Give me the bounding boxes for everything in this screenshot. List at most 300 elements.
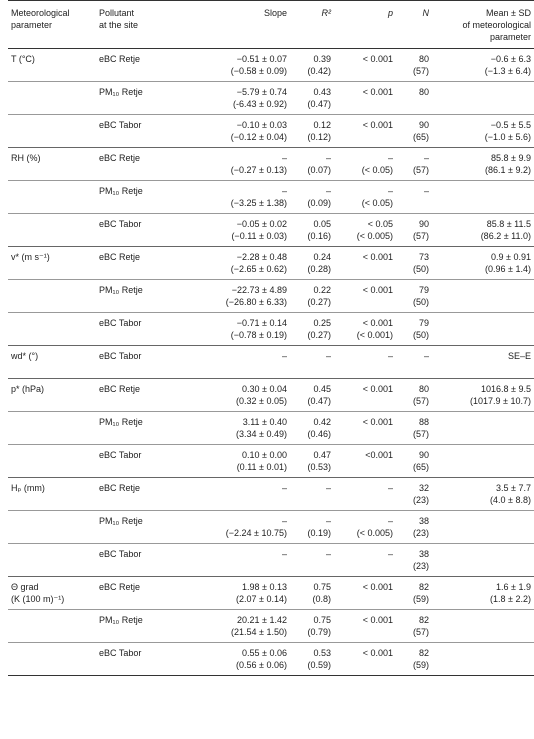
slope-cell-line: – [281,549,287,559]
p-cell-line: (< 0.005) [356,231,393,241]
pollutant-cell [96,115,180,148]
slope-cell-line: 20.21 ± 1.42 [237,615,287,625]
table-row [8,247,534,280]
mean-cell-line [435,284,531,296]
param-cell [8,148,96,181]
slope-cell-line: 3.11 ± 0.40 [242,417,287,427]
pollutant-cell-text: PM₁₀ Retje [99,87,143,97]
p-cell [334,313,396,346]
p-cell-line [337,428,393,440]
r2-cell-line [293,362,331,374]
mean-cell [432,445,534,478]
header-mean-line-2: of meteorological [462,20,531,30]
slope-cell [180,577,290,610]
p-cell [334,82,396,115]
param-cell [8,577,96,610]
mean-cell-line [435,548,531,560]
r2-cell [290,280,334,313]
r2-cell-line: 0.39 [313,54,331,64]
r2-cell [290,478,334,511]
mean-cell-line: −0.6 ± 6.3 [490,54,531,64]
mean-cell [432,412,534,445]
param-cell [8,346,96,379]
pollutant-cell-text: eBC Tabor [99,351,142,361]
r2-cell-line: (0.47) [307,396,331,406]
pollutant-cell [96,82,180,115]
slope-cell-line: 1.98 ± 0.13 [242,582,287,592]
r2-cell-line: – [325,549,331,559]
n-cell [396,478,432,511]
n-cell-line: (23) [412,495,429,505]
slope-cell-line: (−2.24 ± 10.75) [225,528,287,538]
mean-cell-line: 85.8 ± 9.9 [491,153,531,163]
n-cell-line: (57) [412,66,429,76]
p-cell-line: < 0.001 [362,87,393,97]
r2-cell-line: 0.42 [313,417,331,427]
pollutant-cell-text: PM₁₀ Retje [99,285,143,295]
p-cell-line: – [387,483,393,493]
mean-cell-line: (86.1 ± 9.2) [485,165,531,175]
n-cell [396,610,432,643]
r2-cell [290,577,334,610]
p-cell [334,478,396,511]
r2-cell-line: 0.45 [313,384,331,394]
n-cell-line: 90 [418,120,429,130]
r2-cell-line: – [325,483,331,493]
n-cell-line: (59) [412,594,429,604]
pollutant-cell-text: PM₁₀ Retje [99,615,143,625]
mean-cell [432,478,534,511]
slope-cell-line: (0.11 ± 0.01) [236,462,287,472]
slope-cell-line: – [281,483,287,493]
table-header-row [8,1,534,49]
n-cell-line: (50) [412,330,429,340]
r2-cell-line: 0.24 [313,252,331,262]
r2-cell-line: – [325,186,331,196]
mean-cell-line: (0.96 ± 1.4) [485,264,531,274]
n-cell-line: (65) [412,462,429,472]
p-cell-line: (< 0.05) [361,165,393,175]
param-cell-unit: (K (100 m)⁻¹) [11,594,65,604]
pollutant-cell [96,346,180,379]
r2-cell [290,49,334,82]
slope-cell-line: (−0.78 ± 0.19) [230,330,287,340]
slope-cell [180,148,290,181]
pollutant-cell [96,247,180,280]
slope-cell-line: (−0.11 ± 0.03) [231,231,287,241]
slope-cell-line: – [281,516,287,526]
p-cell-line: (< 0.05) [361,198,393,208]
param-cell [8,313,96,346]
mean-cell-line: (4.0 ± 8.8) [490,495,531,505]
slope-cell [180,280,290,313]
slope-cell-line: −22.73 ± 4.89 [231,285,287,295]
header-param-line-1: Meteorological [11,8,70,18]
r2-cell-line: (0.27) [307,297,331,307]
p-cell [334,445,396,478]
n-cell-line: 79 [418,285,429,295]
mean-cell-line [435,86,531,98]
p-cell-line: < 0.001 [362,648,393,658]
r2-cell-line: (0.27) [307,330,331,340]
r2-cell-line: 0.25 [313,318,331,328]
slope-cell-line: – [281,351,287,361]
param-cell [8,181,96,214]
r2-cell-line: – [325,516,331,526]
p-cell [334,49,396,82]
n-cell [396,643,432,676]
n-cell [396,445,432,478]
mean-cell [432,610,534,643]
mean-cell [432,643,534,676]
header-pollutant-line-1: Pollutant [99,8,135,18]
slope-cell [180,115,290,148]
pollutant-cell [96,49,180,82]
r2-cell-line: (0.07) [307,165,331,175]
p-cell-line [337,98,393,110]
r2-cell-line: (0.42) [307,66,331,76]
param-cell-text [11,614,93,626]
n-cell-line: 73 [418,252,429,262]
slope-cell-line: 0.10 ± 0.00 [242,450,287,460]
p-cell-line [337,395,393,407]
n-cell [396,115,432,148]
pollutant-cell [96,412,180,445]
pollutant-cell [96,577,180,610]
r2-cell [290,214,334,247]
r2-cell-line: 0.43 [313,87,331,97]
slope-cell-line: (−26.80 ± 6.33) [225,297,287,307]
r2-cell-line: (0.46) [307,429,331,439]
n-cell-line: 38 [418,516,429,526]
r2-cell-line: 0.47 [313,450,331,460]
mean-cell [432,247,534,280]
n-cell-line [399,98,429,110]
pollutant-cell-text: eBC Tabor [99,120,142,130]
header-pollutant-line-2: at the site [99,20,139,30]
param-cell-text [11,185,93,197]
n-cell [396,412,432,445]
r2-cell [290,610,334,643]
param-cell-text [11,548,93,560]
n-cell-line [399,197,429,209]
slope-cell [180,412,290,445]
r2-cell [290,643,334,676]
slope-cell [180,247,290,280]
p-cell [334,643,396,676]
pollutant-cell-text: eBC Retje [99,153,141,163]
table-row [8,379,534,412]
mean-cell [432,511,534,544]
n-cell-line: 32 [418,483,429,493]
param-cell-text: v* (m s⁻¹) [11,252,50,262]
pollutant-cell [96,214,180,247]
pollutant-cell-text: PM₁₀ Retje [99,516,143,526]
slope-cell-line: (−0.58 ± 0.09) [230,66,287,76]
mean-cell-line [435,449,531,461]
slope-cell-line: −0.51 ± 0.07 [236,54,287,64]
p-cell-line [337,626,393,638]
r2-cell-line [293,560,331,572]
p-cell-line [337,131,393,143]
p-cell-line: < 0.05 [367,219,393,229]
n-cell [396,82,432,115]
p-cell-line: < 0.001 [362,285,393,295]
slope-cell [180,379,290,412]
param-cell-text: p* (hPa) [11,384,45,394]
header-p [334,1,396,49]
p-cell-line: < 0.001 [362,252,393,262]
pollutant-cell-text: PM₁₀ Retje [99,186,143,196]
slope-cell-line: −0.71 ± 0.14 [236,318,287,328]
table-row [8,181,534,214]
slope-cell [180,346,290,379]
n-cell [396,280,432,313]
param-cell [8,544,96,577]
p-cell-line: < 0.001 [362,384,393,394]
p-cell-line [337,263,393,275]
mean-cell-line: (1.8 ± 2.2) [490,594,531,604]
table-row [8,577,534,610]
r2-cell [290,148,334,181]
slope-cell [180,82,290,115]
mean-cell [432,313,534,346]
p-cell-line: – [387,186,393,196]
p-cell-line [337,296,393,308]
param-cell [8,610,96,643]
n-cell [396,181,432,214]
n-cell [396,511,432,544]
mean-cell [432,148,534,181]
mean-cell-line [435,659,531,671]
slope-cell-line: (0.32 ± 0.05) [236,396,287,406]
n-cell-line: (59) [412,660,429,670]
header-mean-line-3: parameter [489,32,531,42]
header-pollutant [96,1,180,49]
slope-cell-line: −0.10 ± 0.03 [236,120,287,130]
header-p-text: p [387,8,393,18]
p-cell-line: < 0.001 [362,54,393,64]
mean-cell [432,544,534,577]
pollutant-cell-text: eBC Retje [99,582,141,592]
slope-cell [180,445,290,478]
table-row [8,412,534,445]
n-cell-line: (57) [412,429,429,439]
n-cell-line: (50) [412,297,429,307]
param-cell-text [11,86,93,98]
p-cell [334,115,396,148]
mean-cell-line [435,317,531,329]
p-cell-line [337,362,393,374]
r2-cell [290,247,334,280]
param-cell [8,115,96,148]
pollutant-cell [96,445,180,478]
p-cell [334,610,396,643]
header-param-line-2: parameter [11,20,53,30]
param-cell-text [11,317,93,329]
p-cell-line: – [387,549,393,559]
param-cell [8,511,96,544]
slope-cell-line: 0.30 ± 0.04 [242,384,287,394]
n-cell [396,379,432,412]
n-cell-line: – [423,351,429,361]
table-row [8,148,534,181]
r2-cell [290,181,334,214]
regression-table [8,0,534,676]
slope-cell-line: – [281,153,287,163]
p-cell-line: < 0.001 [362,615,393,625]
table-row [8,49,534,82]
r2-cell [290,313,334,346]
param-cell [8,247,96,280]
mean-cell-line: 85.8 ± 11.5 [486,219,531,229]
pollutant-cell-text: eBC Retje [99,252,141,262]
r2-cell-line: 0.75 [313,615,331,625]
n-cell-line: 82 [418,615,429,625]
pollutant-cell [96,544,180,577]
n-cell-line: (23) [412,561,429,571]
mean-cell-line [435,428,531,440]
r2-cell [290,412,334,445]
slope-cell [180,643,290,676]
n-cell-line: 90 [418,450,429,460]
param-cell [8,445,96,478]
p-cell-line: <0.001 [365,450,393,460]
slope-cell-line: (−0.12 ± 0.04) [230,132,287,142]
n-cell-line [399,362,429,374]
param-cell-text: T (°C) [11,54,35,64]
slope-cell [180,610,290,643]
pollutant-cell [96,610,180,643]
pollutant-cell-text: PM₁₀ Retje [99,417,143,427]
table-row [8,610,534,643]
param-cell-text: Θ grad [11,582,39,592]
table-body [8,49,534,676]
r2-cell [290,511,334,544]
mean-cell-line [435,362,531,374]
slope-cell [180,511,290,544]
mean-cell [432,115,534,148]
table-row [8,313,534,346]
header-n-text: N [422,8,429,18]
p-cell-line: (< 0.001) [356,330,393,340]
header-r2 [290,1,334,49]
pollutant-cell [96,478,180,511]
p-cell [334,148,396,181]
slope-cell-line: −0.05 ± 0.02 [236,219,287,229]
r2-cell [290,379,334,412]
header-r2-text: R² [321,8,331,18]
pollutant-cell [96,181,180,214]
mean-cell-line [435,647,531,659]
r2-cell-line: 0.22 [313,285,331,295]
param-cell [8,412,96,445]
p-cell [334,346,396,379]
n-cell-line: 38 [418,549,429,559]
n-cell-line: (57) [412,396,429,406]
header-param [8,1,96,49]
slope-cell-line: (−3.25 ± 1.38) [230,198,287,208]
r2-cell-line: (0.59) [307,660,331,670]
pollutant-cell-text: eBC Tabor [99,450,142,460]
table-row [8,544,534,577]
n-cell-line: 80 [418,384,429,394]
header-mean-line-1: Mean ± SD [486,8,531,18]
p-cell [334,247,396,280]
p-cell-line [337,65,393,77]
mean-cell-line: 0.9 ± 0.91 [491,252,531,262]
slope-cell-line: (0.56 ± 0.06) [236,660,287,670]
p-cell [334,379,396,412]
p-cell-line: < 0.001 [362,417,393,427]
n-cell [396,214,432,247]
p-cell [334,280,396,313]
r2-cell-line: (0.19) [307,528,331,538]
pollutant-cell [96,643,180,676]
slope-cell-line: – [281,186,287,196]
n-cell-line: 80 [418,87,429,97]
table-row [8,511,534,544]
r2-cell-line: (0.79) [307,627,331,637]
pollutant-cell-text: eBC Retje [99,384,141,394]
mean-cell [432,214,534,247]
pollutant-cell-text: eBC Tabor [99,549,142,559]
n-cell-line: – [423,186,429,196]
slope-cell-line: −5.79 ± 0.74 [236,87,287,97]
slope-cell [180,49,290,82]
slope-cell [180,214,290,247]
n-cell-line: (57) [412,165,429,175]
param-cell-text: RH (%) [11,153,41,163]
table-row [8,445,534,478]
mean-cell-line: (−1.0 ± 5.6) [484,132,531,142]
n-cell-line: (65) [412,132,429,142]
pollutant-cell [96,280,180,313]
r2-cell-line: 0.75 [313,582,331,592]
table-row [8,214,534,247]
mean-cell [432,280,534,313]
r2-cell-line: – [325,351,331,361]
param-cell [8,280,96,313]
param-cell-text [11,218,93,230]
param-cell-text [11,449,93,461]
n-cell-line: 88 [418,417,429,427]
mean-cell-line: 1016.8 ± 9.5 [481,384,531,394]
slope-cell-line [183,560,287,572]
mean-cell-line [435,560,531,572]
table-row [8,643,534,676]
pollutant-cell [96,148,180,181]
p-cell [334,214,396,247]
n-cell [396,313,432,346]
param-cell [8,379,96,412]
header-slope [180,1,290,49]
mean-cell [432,577,534,610]
p-cell-line: – [387,516,393,526]
mean-cell-line: (86.2 ± 11.0) [480,231,531,241]
n-cell [396,577,432,610]
header-mean [432,1,534,49]
param-cell-text: wd* (°) [11,351,39,361]
p-cell-line: (< 0.005) [356,528,393,538]
r2-cell-line: (0.28) [307,264,331,274]
slope-cell-line: (−0.27 ± 0.13) [230,165,287,175]
table-row [8,82,534,115]
n-cell-line: (57) [412,231,429,241]
slope-cell-line: (−2.65 ± 0.62) [230,264,287,274]
p-cell-line: < 0.001 [362,318,393,328]
p-cell-line: < 0.001 [362,582,393,592]
